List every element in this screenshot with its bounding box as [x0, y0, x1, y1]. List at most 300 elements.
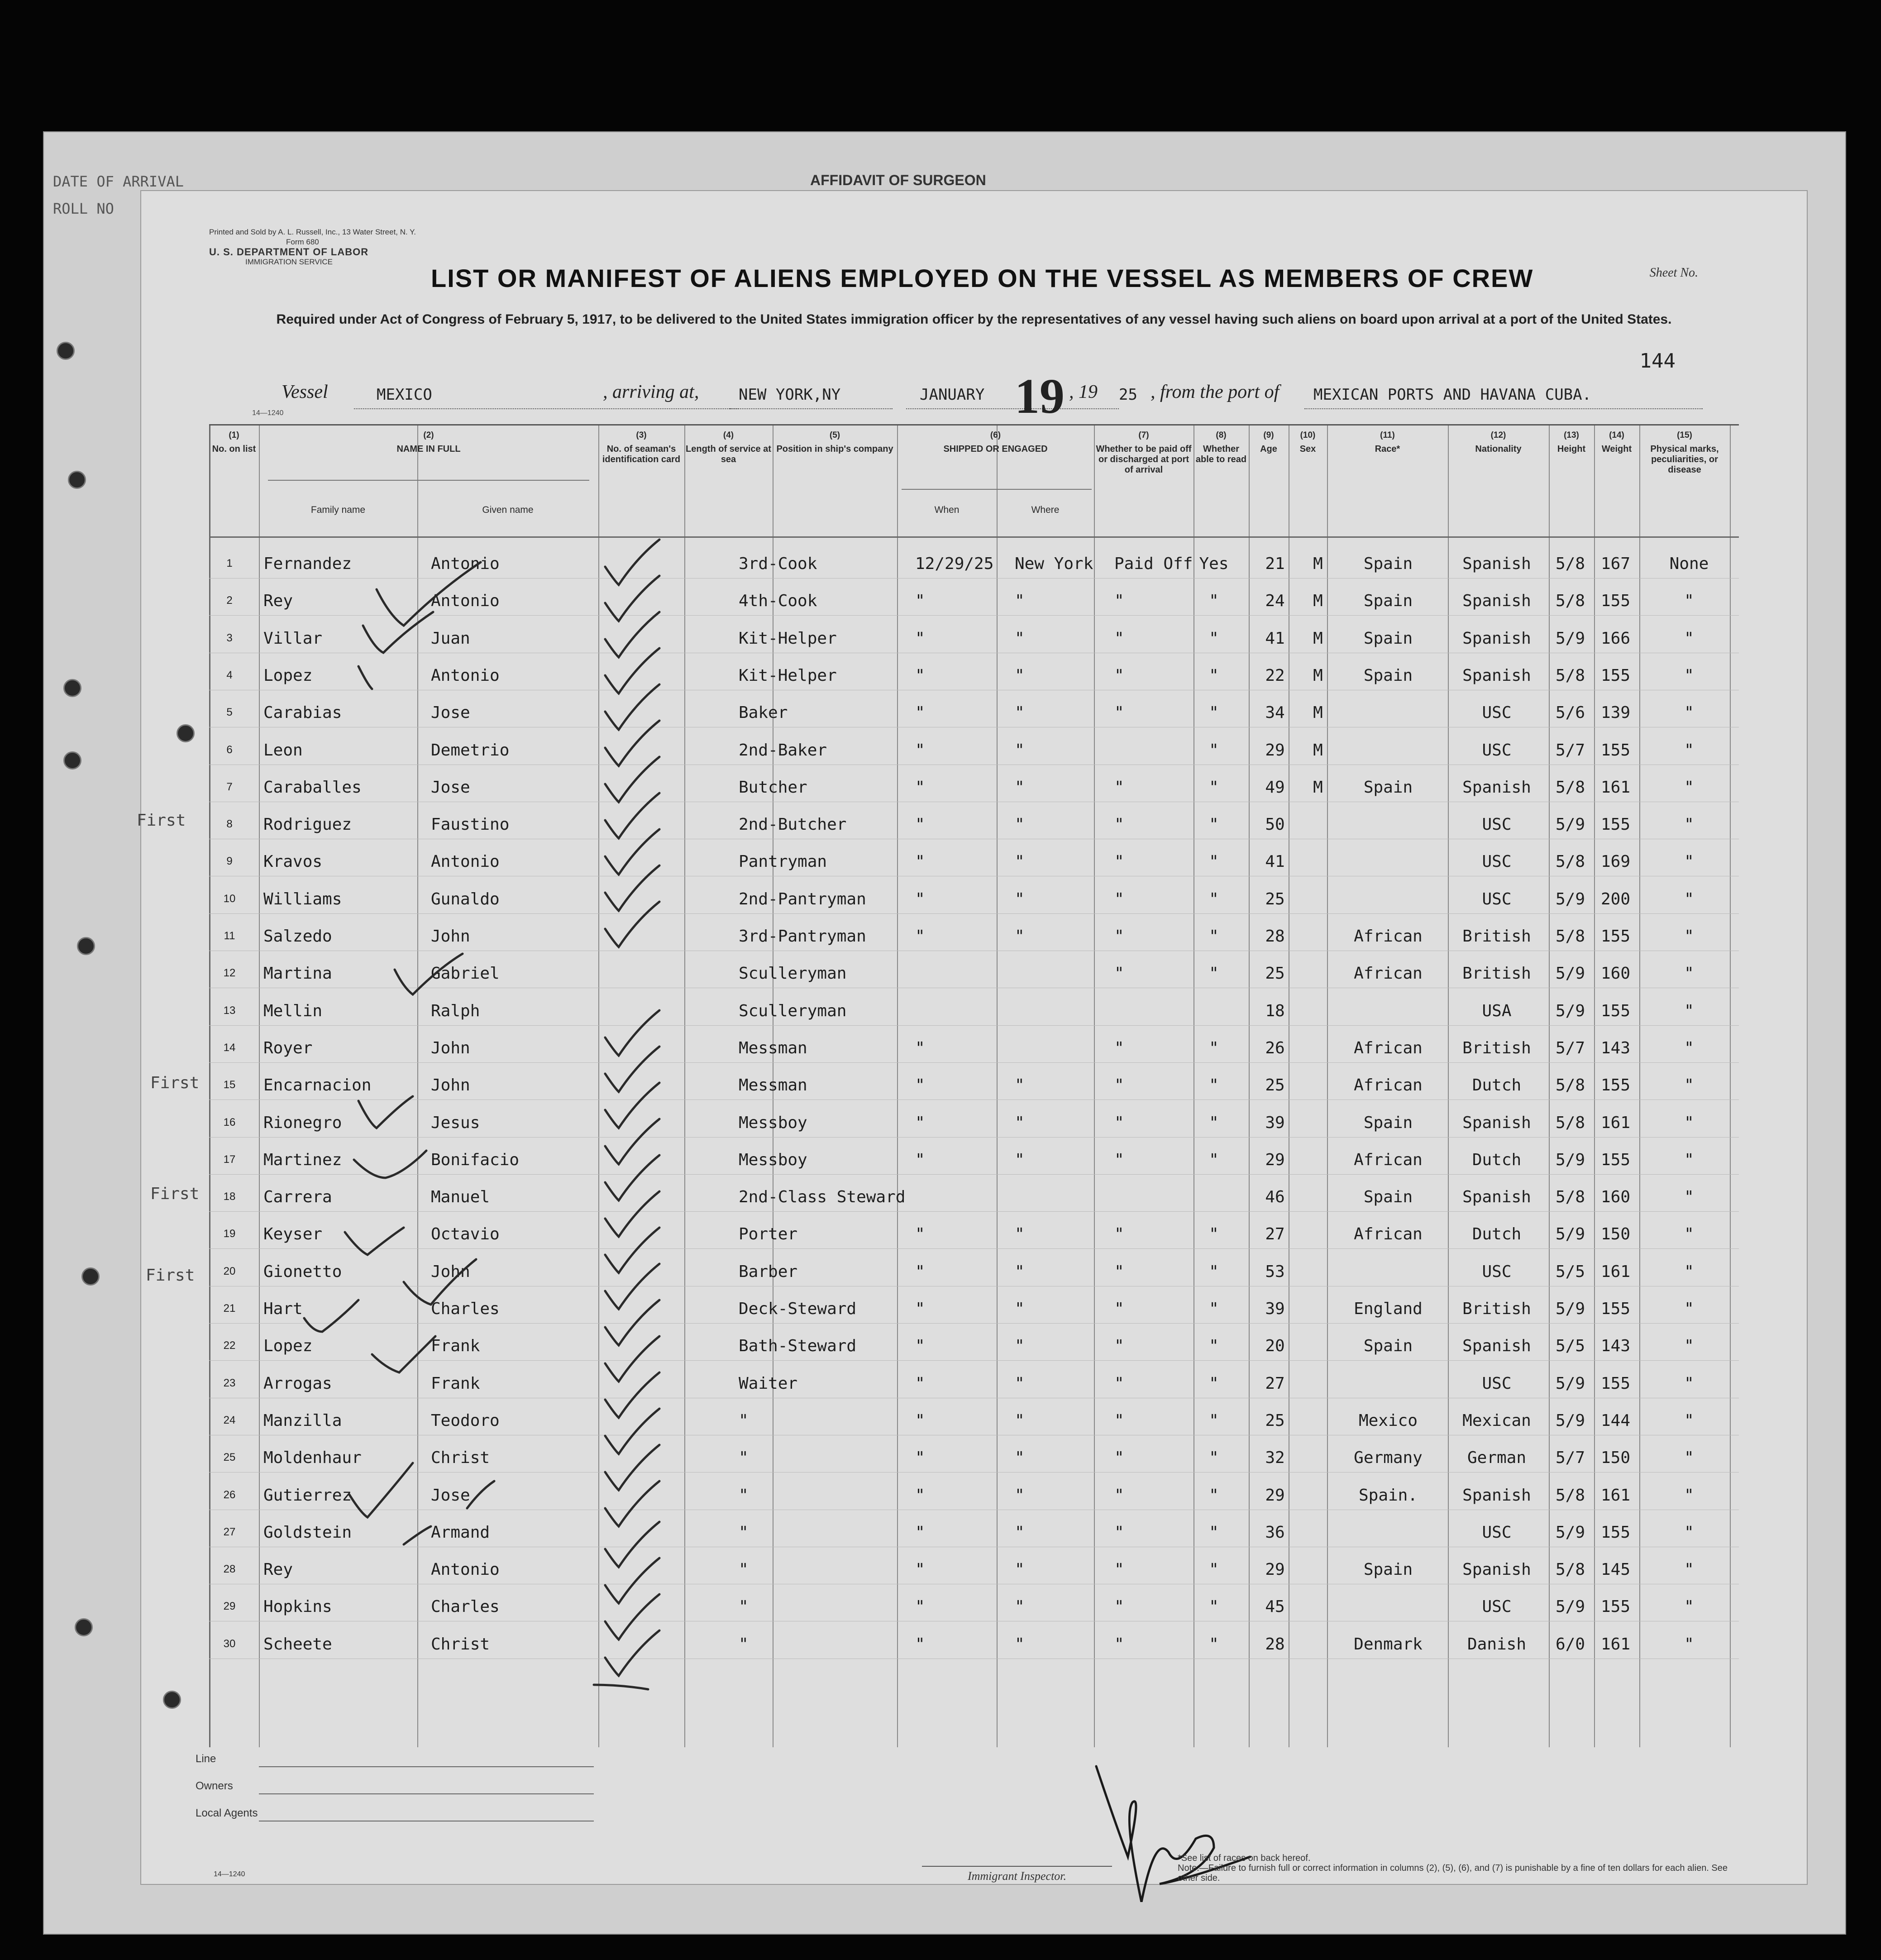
position: Kit-Helper — [739, 629, 837, 648]
given-name: Octavio — [431, 1225, 500, 1244]
physical-marks: " — [1684, 703, 1694, 722]
physical-marks: " — [1684, 1076, 1694, 1095]
physical-marks: " — [1684, 1523, 1694, 1542]
nationality: British — [1462, 927, 1531, 946]
race: Denmark — [1354, 1635, 1423, 1654]
row-number: 18 — [223, 1190, 236, 1203]
given-name: John — [431, 927, 470, 946]
table-row — [209, 1249, 1739, 1286]
shipped-when: " — [915, 1635, 925, 1654]
race: Spain — [1363, 1113, 1413, 1132]
weight: 144 — [1600, 1411, 1631, 1430]
physical-marks: " — [1684, 1262, 1694, 1281]
arrival-port: NEW YORK,NY — [739, 386, 841, 404]
paid-off: " — [1114, 1300, 1124, 1318]
age: 32 — [1265, 1448, 1285, 1468]
row-number: 25 — [223, 1451, 236, 1464]
affidavit-heading: AFFIDAVIT OF SURGEON — [810, 172, 986, 188]
row-number: 4 — [226, 669, 233, 681]
age: 18 — [1265, 1001, 1285, 1020]
shipped-when: " — [915, 889, 925, 908]
weight: 169 — [1600, 852, 1631, 871]
family-name: Rey — [263, 592, 293, 611]
vessel-name: MEXICO — [377, 386, 432, 404]
row-number: 23 — [223, 1377, 236, 1389]
manifest-sheet — [137, 190, 1808, 1885]
sheet-number-label: Sheet No. — [1649, 266, 1698, 280]
physical-marks: " — [1684, 1150, 1694, 1169]
able-to-read: " — [1209, 815, 1219, 834]
paid-off: " — [1114, 1337, 1124, 1356]
given-name: Juan — [431, 629, 470, 648]
form-code: 14—1240 — [252, 409, 284, 417]
shipped-where: " — [1015, 1300, 1025, 1318]
height: 5/7 — [1555, 1038, 1585, 1057]
weight: 155 — [1600, 1300, 1631, 1318]
position: " — [739, 1597, 749, 1616]
shipped-where: " — [1015, 1076, 1025, 1095]
nationality: USC — [1482, 1597, 1512, 1616]
family-name: Keyser — [263, 1225, 323, 1244]
race: England — [1354, 1300, 1423, 1318]
age: 45 — [1265, 1597, 1285, 1616]
weight: 161 — [1600, 1486, 1631, 1505]
imprint-form: Form 680 — [286, 238, 319, 246]
given-name: Antonio — [431, 1560, 500, 1579]
shipped-where: " — [1015, 666, 1025, 685]
shipped-where: " — [1015, 815, 1025, 834]
age: 25 — [1265, 1411, 1285, 1430]
shipped-when: 12/29/25 — [915, 555, 994, 573]
table-row — [209, 988, 1739, 1025]
table-row — [209, 727, 1739, 765]
row-number: 3 — [226, 631, 233, 644]
able-to-read: " — [1209, 1150, 1219, 1169]
shipped-where: " — [1015, 703, 1025, 722]
table-row — [209, 1211, 1739, 1248]
height: 5/5 — [1555, 1262, 1585, 1281]
nationality: USC — [1482, 1262, 1512, 1281]
height: 5/9 — [1555, 815, 1585, 834]
race: African — [1354, 1076, 1423, 1095]
paid-off: " — [1114, 927, 1124, 946]
header-when: When — [934, 505, 960, 515]
nationality: Spanish — [1462, 555, 1531, 573]
age: 39 — [1265, 1113, 1285, 1132]
table-row — [209, 1174, 1739, 1211]
arrival-month: JANUARY — [920, 386, 985, 404]
binder-hole — [163, 1691, 181, 1709]
binder-hole — [77, 937, 95, 955]
weight: 155 — [1600, 1001, 1631, 1020]
able-to-read: Yes — [1199, 555, 1229, 573]
age: 41 — [1265, 852, 1285, 871]
shipped-where: " — [1015, 1150, 1025, 1169]
nationality: Dutch — [1472, 1076, 1522, 1095]
physical-marks: " — [1684, 815, 1694, 834]
arrival-year: 25 — [1119, 386, 1137, 404]
physical-marks: " — [1684, 1597, 1694, 1616]
sex: M — [1313, 592, 1323, 611]
family-name: Martina — [263, 964, 332, 983]
table-row — [209, 839, 1739, 876]
age: 39 — [1265, 1300, 1285, 1318]
shipped-when: " — [915, 1523, 925, 1542]
table-row — [209, 1286, 1739, 1323]
shipped-where: " — [1015, 889, 1025, 908]
given-name: Demetrio — [431, 741, 510, 760]
department: U. S. DEPARTMENT OF LABOR — [209, 246, 369, 258]
shipped-when: " — [915, 1262, 925, 1281]
age: 22 — [1265, 666, 1285, 685]
row-number: 26 — [223, 1488, 236, 1501]
row-number: 6 — [226, 743, 233, 756]
shipped-when: " — [915, 1076, 925, 1095]
shipped-when: " — [915, 1038, 925, 1057]
shipped-where: " — [1015, 1448, 1025, 1468]
age: 28 — [1265, 927, 1285, 946]
table-row — [209, 616, 1739, 653]
able-to-read: " — [1209, 1374, 1219, 1393]
race: African — [1354, 1225, 1423, 1244]
table-row — [209, 1435, 1739, 1472]
family-name: Encarnacion — [263, 1076, 372, 1095]
age: 49 — [1265, 778, 1285, 797]
weight: 143 — [1600, 1337, 1631, 1356]
year-prefix: , 19 — [1069, 382, 1098, 402]
age: 25 — [1265, 889, 1285, 908]
height: 5/8 — [1555, 852, 1585, 871]
nationality: USC — [1482, 741, 1512, 760]
height: 5/8 — [1555, 592, 1585, 611]
family-name: Arrogas — [263, 1374, 332, 1393]
binder-hole — [57, 342, 75, 360]
position: " — [739, 1486, 749, 1505]
table-row — [209, 653, 1739, 690]
shipped-where: " — [1015, 1486, 1025, 1505]
header-name: (2) NAME IN FULL — [396, 430, 461, 454]
binder-hole — [68, 471, 86, 489]
paid-off: " — [1114, 1076, 1124, 1095]
shipped-where: New York — [1015, 555, 1093, 573]
shipped-where: " — [1015, 1113, 1025, 1132]
header-weight: (14) Weight — [1601, 430, 1632, 454]
race: Spain — [1363, 1188, 1413, 1207]
table-row — [209, 1547, 1739, 1584]
weight: 200 — [1600, 889, 1631, 908]
vessel-label: Vessel — [282, 382, 328, 402]
physical-marks: " — [1684, 927, 1694, 946]
race: African — [1354, 1038, 1423, 1057]
age: 34 — [1265, 703, 1285, 722]
paid-off: " — [1114, 666, 1124, 685]
shipped-when: " — [915, 1225, 925, 1244]
race: Spain — [1363, 1337, 1413, 1356]
header-no: (1) No. on list — [212, 430, 256, 454]
table-row — [209, 1062, 1739, 1100]
table-row — [209, 1398, 1739, 1435]
nationality: USC — [1482, 889, 1512, 908]
shipped-when: " — [915, 1411, 925, 1430]
position: Messman — [739, 1076, 807, 1095]
nationality: British — [1462, 1038, 1531, 1057]
row-number: 2 — [226, 594, 233, 607]
height: 5/9 — [1555, 1374, 1585, 1393]
position: " — [739, 1560, 749, 1579]
shipped-when: " — [915, 666, 925, 685]
shipped-when: " — [915, 1337, 925, 1356]
weight: 150 — [1600, 1225, 1631, 1244]
physical-marks: " — [1684, 629, 1694, 648]
position: Baker — [739, 703, 788, 722]
height: 5/9 — [1555, 1150, 1585, 1169]
age: 53 — [1265, 1262, 1285, 1281]
table-row — [209, 1025, 1739, 1062]
printer-imprint — [209, 227, 416, 267]
binder-hole — [75, 1618, 93, 1636]
family-name: Caraballes — [263, 778, 362, 797]
able-to-read: " — [1209, 1262, 1219, 1281]
paid-off: " — [1114, 1262, 1124, 1281]
table-row — [209, 1621, 1739, 1659]
footer — [141, 1753, 1807, 1884]
page-title: LIST OR MANIFEST OF ALIENS EMPLOYED ON THE VESSEL AS MEMBERS OF CREW — [431, 264, 1534, 292]
races-note: *See list of races on back hereof. — [1178, 1853, 1311, 1863]
row-number: 29 — [223, 1600, 236, 1613]
race: Germany — [1354, 1448, 1423, 1468]
table-row — [209, 1472, 1739, 1510]
nationality: Mexican — [1462, 1411, 1531, 1430]
physical-marks: " — [1684, 1411, 1694, 1430]
sex: M — [1313, 778, 1323, 797]
position: 4th-Cook — [739, 592, 817, 611]
position: " — [739, 1523, 749, 1542]
row-number: 10 — [223, 892, 236, 905]
given-name: John — [431, 1076, 470, 1095]
header-family-name: Family name — [310, 505, 366, 515]
given-name: Bonifacio — [431, 1150, 520, 1169]
header-shipped: (6) SHIPPED OR ENGAGED — [943, 430, 1048, 454]
position: Messman — [739, 1038, 807, 1057]
table-row — [209, 690, 1739, 727]
shipped-where: " — [1015, 1262, 1025, 1281]
weight: 155 — [1600, 1597, 1631, 1616]
able-to-read: " — [1209, 1448, 1219, 1468]
given-name: John — [431, 1262, 470, 1281]
header-service-length: (4) Length of service at sea — [686, 430, 771, 464]
physical-marks: " — [1684, 1448, 1694, 1468]
height: 5/8 — [1555, 927, 1585, 946]
paid-off: " — [1114, 1448, 1124, 1468]
weight: 145 — [1600, 1560, 1631, 1579]
given-name: Charles — [431, 1300, 500, 1318]
nationality: USC — [1482, 1374, 1512, 1393]
physical-marks: " — [1684, 778, 1694, 797]
family-name: Lopez — [263, 666, 313, 685]
given-name: Gabriel — [431, 964, 500, 983]
weight: 155 — [1600, 666, 1631, 685]
height: 5/5 — [1555, 1337, 1585, 1356]
weight: 143 — [1600, 1038, 1631, 1057]
margin-note: First — [150, 1074, 200, 1092]
nationality: Dutch — [1472, 1150, 1522, 1169]
given-name: Teodoro — [431, 1411, 500, 1430]
given-name: Charles — [431, 1597, 500, 1616]
height: 5/9 — [1555, 1523, 1585, 1542]
able-to-read: " — [1209, 1038, 1219, 1057]
table-row — [209, 1323, 1739, 1360]
height: 5/9 — [1555, 1411, 1585, 1430]
sex: M — [1313, 629, 1323, 648]
physical-marks: " — [1684, 592, 1694, 611]
given-name: Manuel — [431, 1188, 490, 1207]
height: 5/9 — [1555, 889, 1585, 908]
binder-hole — [177, 724, 195, 742]
date-of-arrival-label: DATE OF ARRIVAL — [53, 173, 184, 190]
table-row — [209, 578, 1739, 615]
row-number: 8 — [226, 818, 233, 831]
shipped-when: " — [915, 815, 925, 834]
nationality: USC — [1482, 815, 1512, 834]
margin-note: First — [150, 1185, 200, 1203]
paid-off: " — [1114, 1486, 1124, 1505]
row-number: 7 — [226, 780, 233, 793]
given-name: Christ — [431, 1448, 490, 1468]
height: 6/0 — [1555, 1635, 1585, 1654]
paid-off: " — [1114, 778, 1124, 797]
height: 5/9 — [1555, 1300, 1585, 1318]
age: 29 — [1265, 741, 1285, 760]
weight: 155 — [1600, 815, 1631, 834]
given-name: Antonio — [431, 592, 500, 611]
nationality: Spanish — [1462, 629, 1531, 648]
physical-marks: " — [1684, 1188, 1694, 1207]
shipped-when: " — [915, 1486, 925, 1505]
form-code-footer: 14—1240 — [214, 1870, 245, 1878]
family-name: Mellin — [263, 1001, 323, 1020]
able-to-read: " — [1209, 1076, 1219, 1095]
physical-marks: " — [1684, 1635, 1694, 1654]
family-name: Royer — [263, 1038, 313, 1057]
position: 2nd-Butcher — [739, 815, 847, 834]
shipped-when: " — [915, 778, 925, 797]
height: 5/8 — [1555, 1113, 1585, 1132]
imprint-printer: Printed and Sold by A. L. Russell, Inc., 13 Water Street, N. Y. — [209, 228, 416, 236]
height: 5/8 — [1555, 1486, 1585, 1505]
nationality: British — [1462, 964, 1531, 983]
able-to-read: " — [1209, 1300, 1219, 1318]
paid-off: " — [1114, 815, 1124, 834]
from-port: MEXICAN PORTS AND HAVANA CUBA. — [1313, 386, 1592, 404]
height: 5/8 — [1555, 1188, 1585, 1207]
header-height: (13) Height — [1557, 430, 1586, 454]
able-to-read: " — [1209, 1337, 1219, 1356]
arriving-label: , arriving at, — [603, 382, 699, 402]
height: 5/6 — [1555, 703, 1585, 722]
local-agents-label: Local Agents — [196, 1807, 258, 1819]
race: Spain — [1363, 666, 1413, 685]
able-to-read: " — [1209, 852, 1219, 871]
age: 29 — [1265, 1486, 1285, 1505]
position: " — [739, 1411, 749, 1430]
weight: 150 — [1600, 1448, 1631, 1468]
age: 27 — [1265, 1225, 1285, 1244]
service: IMMIGRATION SERVICE — [245, 258, 333, 266]
position: 2nd-Pantryman — [739, 889, 866, 908]
physical-marks: " — [1684, 1225, 1694, 1244]
family-name: Fernandez — [263, 555, 352, 573]
family-name: Hart — [263, 1300, 303, 1318]
header-id-card: (3) No. of seaman's identification card — [602, 430, 681, 464]
table-row — [209, 876, 1739, 913]
shipped-where: " — [1015, 1225, 1025, 1244]
weight: 161 — [1600, 778, 1631, 797]
shipped-when: " — [915, 703, 925, 722]
given-name: Jose — [431, 1486, 470, 1505]
weight: 155 — [1600, 592, 1631, 611]
shipped-when: " — [915, 1560, 925, 1579]
table-row — [209, 1137, 1739, 1174]
header-race: (11) Race* — [1375, 430, 1400, 454]
race: Mexico — [1358, 1411, 1418, 1430]
shipped-where: " — [1015, 1560, 1025, 1579]
race: Spain — [1363, 629, 1413, 648]
weight: 155 — [1600, 927, 1631, 946]
row-number: 16 — [223, 1116, 236, 1128]
position: 3rd-Pantryman — [739, 927, 866, 946]
able-to-read: " — [1209, 1113, 1219, 1132]
paid-off: " — [1114, 1560, 1124, 1579]
position: Messboy — [739, 1150, 807, 1169]
paid-off: " — [1114, 592, 1124, 611]
shipped-when: " — [915, 592, 925, 611]
family-name: Leon — [263, 741, 303, 760]
shipped-when: " — [915, 852, 925, 871]
paid-off: Paid Off — [1114, 555, 1193, 573]
header-physical-marks: (15) Physical marks, peculiarities, or disease — [1650, 430, 1719, 475]
paid-off: " — [1114, 1597, 1124, 1616]
physical-marks: " — [1684, 1337, 1694, 1356]
given-name: Antonio — [431, 852, 500, 871]
able-to-read: " — [1209, 1560, 1219, 1579]
able-to-read: " — [1209, 964, 1219, 983]
nationality: Spanish — [1462, 1113, 1531, 1132]
shipped-when: " — [915, 927, 925, 946]
position: 2nd-Baker — [739, 741, 827, 760]
family-name: Scheete — [263, 1635, 332, 1654]
nationality: Spanish — [1462, 592, 1531, 611]
race: African — [1354, 1150, 1423, 1169]
able-to-read: " — [1209, 927, 1219, 946]
able-to-read: " — [1209, 703, 1219, 722]
header-paid-off: (7) Whether to be paid off or discharged at port of arrival — [1096, 430, 1192, 475]
row-number: 11 — [224, 930, 235, 942]
table-row — [209, 1584, 1739, 1621]
nationality: British — [1462, 1300, 1531, 1318]
row-number: 9 — [226, 855, 233, 868]
height: 5/7 — [1555, 741, 1585, 760]
weight: 167 — [1600, 555, 1631, 573]
family-name: Goldstein — [263, 1523, 352, 1542]
weight: 161 — [1600, 1113, 1631, 1132]
family-name: Rey — [263, 1560, 293, 1579]
able-to-read: " — [1209, 889, 1219, 908]
paid-off: " — [1114, 1523, 1124, 1542]
weight: 160 — [1600, 964, 1631, 983]
row-number: 13 — [223, 1004, 236, 1017]
physical-marks: " — [1684, 889, 1694, 908]
able-to-read: " — [1209, 1597, 1219, 1616]
